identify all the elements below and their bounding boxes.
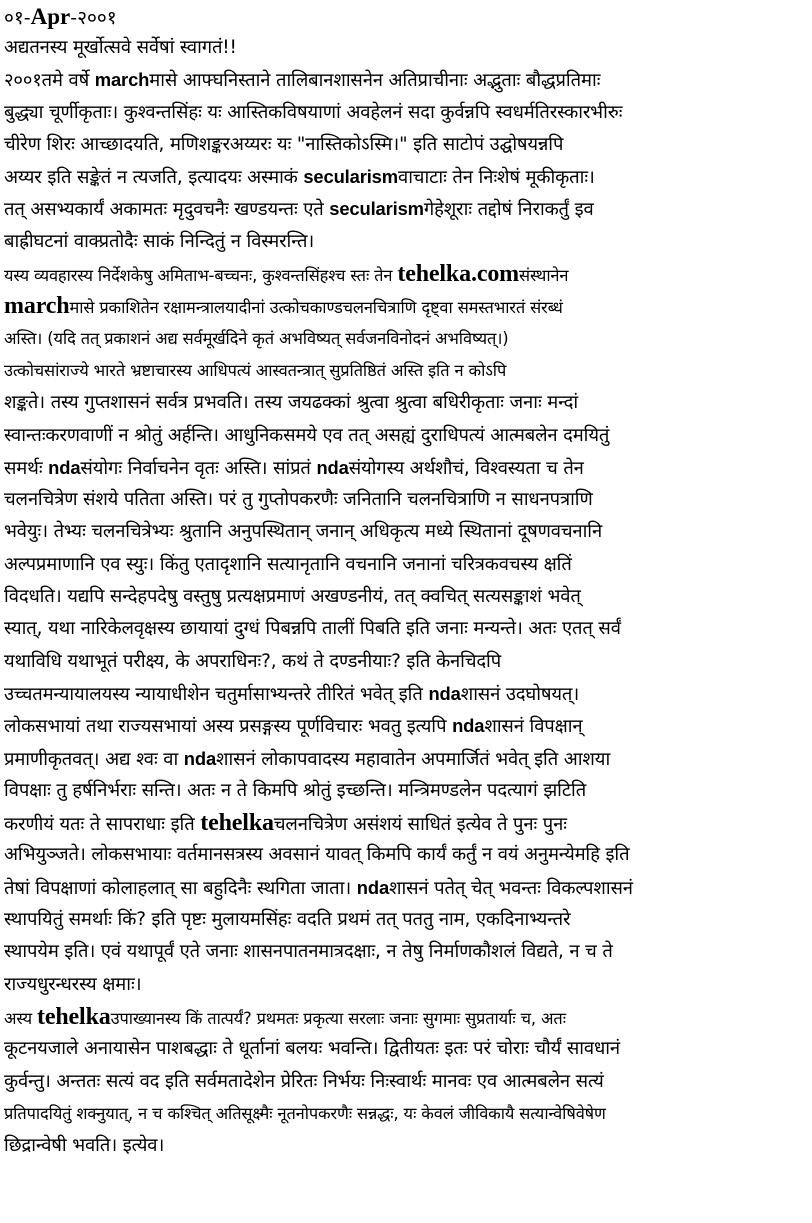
text-line <box>4 1130 808 1162</box>
text-segment: शासनं उदघोषयत्। <box>460 683 580 705</box>
text-segment: अद्यतनस्य मूर्खोत्सवे सर्वेषां स्वागतं!! <box>4 37 237 58</box>
text-segment: कुर्वन्तु। अन्ततः सत्यं वद इति सर्वमतादेशेन प्रेरितः निर्भयः निःस्वार्थः मानवः एव आत्मबलेन सत्यं <box>4 1070 604 1092</box>
text-segment: शङ्कते। तस्य गुप्तशासनं सर्वत्र प्रभवति। तस्य जयढक्कां श्रुत्वा श्रुत्वा बधिरीकृताः जनाः मन्दां <box>4 392 578 414</box>
text-line <box>4 387 808 419</box>
latin-term: tehelka <box>200 810 274 837</box>
text-line <box>4 516 808 548</box>
text-line <box>4 646 808 678</box>
text-segment: अभियुञ्जते। लोकसभायाः वर्तमानसत्रस्य अवसानं यावत् किमपि कार्यं कर्तुं न वयं अनुमन्येमहि इति <box>4 844 630 866</box>
text-segment: संयोगस्य अर्थशौचं, विश्वस्यता च तेन <box>348 457 584 479</box>
text-segment: कूटनयजाले अनायासेन पाशबद्धाः ते धूर्तानां बलयः भवन्ति। द्वितीयतः इतः परं चोराः चौर्यं सावधानं <box>4 1038 620 1060</box>
text-segment: मासे प्रकाशितेन रक्षामन्त्रालयादीनां उत्कोचकाण्डचलनचित्राणि दृष्ट्वा समस्तभारतं संरब्धं <box>69 298 563 318</box>
entry-date <box>4 2 808 32</box>
text-segment: उत्कोचसांराज्ये भारते भ्रष्टाचारस्य आधिपत्यं आस्वतन्त्रात् सुप्रतिष्ठितं अस्ति इति न कोऽपि <box>4 360 507 380</box>
text-segment: चीरेण शिरः आच्छादयति, मणिशङ्करअय्यरः यः "नास्तिकोऽस्मि।" इति साटोपं उद्घोषयन्नपि <box>4 133 564 155</box>
date-month: Apr <box>30 4 71 29</box>
text-segment: चलनचित्रेण असंशयं साधितं इत्येव ते पुनः पुनः <box>273 814 567 836</box>
text-segment: वाचाटाः तेन निःशेषं मूकीकृताः। <box>397 167 595 189</box>
text-line <box>4 1098 808 1130</box>
latin-term: nda <box>316 456 349 478</box>
text-segment: अस्ति। (यदि तत् प्रकाशनं अद्य सर्वमूर्खदिने कृतं अभविष्यत् सर्वजनविनोदनं अभविष्यत्।) <box>4 328 509 348</box>
text-segment: बाह्रीघटनां वाक्प्रतोदैः साकं निन्दितुं न विस्मरन्ति। <box>4 230 315 252</box>
text-segment: मासे आफ्घनिस्ताने तालिबानशासनेन अतिप्राचीनाः अद्भुताः बौद्धप्रतिमाः <box>149 70 601 92</box>
text-segment: स्थापयेम इति। एवं यथापूर्वं एते जनाः शासनपातनमात्रदक्षाः, न तेषु निर्माणकौशलं विद्यते, न च ते <box>4 941 613 963</box>
latin-term: nda <box>356 876 390 898</box>
latin-term: secularism <box>303 166 398 188</box>
text-segment: २००१तमे वर्षे <box>4 70 95 92</box>
text-segment: स्थापयितुं समर्थाः किं? इति पृष्टः मुलायमसिंहः वदति प्रथमं तत् पततु नाम, एकदिनाभ्यन्तरे <box>4 909 571 931</box>
text-line <box>4 484 808 516</box>
text-line <box>4 613 808 645</box>
text-line <box>4 969 808 1001</box>
article-body <box>4 32 808 1162</box>
text-line <box>4 936 808 968</box>
text-segment: शासनं पतेत् चेत् भवन्तः विकल्पशासनं <box>389 877 633 899</box>
text-line <box>4 226 808 258</box>
text-line <box>4 64 808 96</box>
text-line <box>4 581 808 613</box>
latin-term: march <box>94 69 150 91</box>
text-segment: विपक्षाः तु हर्षनिर्भराः सन्ति। अतः न ते किमपि श्रोतुं इच्छन्ति। मन्त्रिमण्डलेन पदत्यागं झटिति <box>4 779 587 801</box>
text-line <box>4 678 808 710</box>
text-segment: उच्चतमन्यायालयस्य न्यायाधीशेन चतुर्मासाभ्यन्तरे तीरितं भवेत् इति <box>4 683 429 705</box>
text-segment: गेहेशूराः तद्दोषं निराकर्तुं इव <box>423 199 594 221</box>
latin-term: tehelka.com <box>397 261 520 288</box>
text-line <box>4 1001 808 1033</box>
text-segment: संस्थानेन <box>519 266 569 286</box>
text-line <box>4 355 808 387</box>
text-line <box>4 323 808 355</box>
text-segment: उपाख्यानस्य किं तात्पर्यं? प्रथमतः प्रकृत्या सरलाः जनाः सुगमाः सुप्रतार्याः च, अतः <box>110 1008 566 1028</box>
text-segment: छिद्रान्वेषी भवति। इत्येव। <box>4 1135 165 1157</box>
text-segment: समर्थः <box>4 457 49 479</box>
date-day: ०१- <box>4 7 31 29</box>
text-line <box>4 549 808 581</box>
text-segment: अय्यर इति सङ्केतं न त्यजति, इत्यादयः अस्माकं <box>4 167 304 189</box>
text-line <box>4 710 808 742</box>
text-segment: तत् असभ्यकार्यं अकामतः मृदुवचनैः खण्डयन्तः एते <box>4 199 330 221</box>
text-segment: शासनं विपक्षान् <box>484 716 583 738</box>
text-segment: यथाविधि यथाभूतं परीक्ष्य, के अपराधिनः?, कथं ते दण्डनीयाः? इति केनचिदपि <box>4 650 502 672</box>
latin-term: nda <box>48 456 81 478</box>
text-line <box>4 743 808 775</box>
text-segment: प्रतिपादयितुं शक्नुयात्, न च कश्चित् अतिसूक्ष्मैः नूतनोपकरणैः सन्नद्धः, यः केवलं जीविकायै सत्यान्वेषिवेषेण <box>4 1103 606 1123</box>
text-segment: संयोगः निर्वाचनेन वृतः अस्ति। सांप्रतं <box>80 457 317 479</box>
text-line <box>4 32 808 64</box>
text-line <box>4 452 808 484</box>
text-line <box>4 1033 808 1065</box>
text-segment: बुद्ध्या चूर्णीकृताः। कुश्वन्तसिंहः यः आस्तिकविषयाणां अवहेलनं सदा कुर्वन्नपि स्वधर्मतिरस्कारभीरुः <box>4 101 623 123</box>
text-line <box>4 129 808 161</box>
text-line <box>4 290 808 322</box>
text-line <box>4 807 808 839</box>
text-segment: विदधति। यद्यपि सन्देहपदेषु वस्तुषु प्रत्यक्षप्रमाणं अखण्डनीयं, तत् क्वचित् सत्यसङ्काशं भवेत् <box>4 586 581 608</box>
text-segment: चलनचित्रेण संशये पतिता अस्ति। परं तु गुप्तोपकरणैः जनितानि चलनचित्राणि न साधनपत्राणि <box>4 489 593 511</box>
latin-term: nda <box>183 747 217 769</box>
latin-term: tehelka <box>37 1003 111 1030</box>
latin-term: secularism <box>329 198 424 220</box>
text-line <box>4 258 808 290</box>
text-segment: करणीयं यतः ते सापराधाः इति <box>4 814 201 836</box>
text-line <box>4 193 808 225</box>
text-segment: स्वान्तःकरणवाणीं न श्रोतुं अर्हन्ति। आधुनिकसमये एव तत् असह्यं दुराधिपत्यं आत्मबलेन दमयितुं <box>4 424 610 446</box>
latin-term: nda <box>428 682 461 704</box>
text-segment: राज्यधुरन्धरस्य क्षमाः। <box>4 973 142 995</box>
text-segment: स्यात्, यथा नारिकेलवृक्षस्य छायायां दुग्धं पिबन्नपि तालीं पिबति इति जनाः मन्यन्ते। अतः एतत् सर्वं <box>4 618 621 640</box>
text-line <box>4 1066 808 1098</box>
text-line <box>4 161 808 193</box>
latin-term: march <box>4 293 70 320</box>
date-year: -२००१ <box>70 7 117 29</box>
text-line <box>4 420 808 452</box>
text-segment: प्रमाणीकृतवत्। अद्य श्वः वा <box>4 748 184 770</box>
text-line <box>4 904 808 936</box>
text-line <box>4 97 808 129</box>
text-segment: शासनं लोकापवादस्य महावातेन अपमार्जितं भवेत् इति आशया <box>216 748 611 770</box>
text-segment: भवेयुः। तेभ्यः चलनचित्रेभ्यः श्रुतानि अनुपस्थितान् जनान् अधिकृत्य मध्ये स्थितानां दूषणवचनानि <box>4 521 603 543</box>
text-segment: तेषां विपक्षाणां कोलाहलात् सा बहुदिनैः स्थगिता जाता। <box>4 877 357 899</box>
text-segment: लोकसभायां तथा राज्यसभायां अस्य प्रसङ्गस्य पूर्णविचारः भवतु इत्यपि <box>4 716 453 738</box>
text-segment: अस्य <box>4 1008 38 1028</box>
text-line <box>4 872 808 904</box>
text-line <box>4 775 808 807</box>
text-line <box>4 839 808 871</box>
text-segment: यस्य व्यवहारस्य निर्देशकेषु अमिताभ-बच्चनः, कुश्वन्तसिंहश्च स्तः तेन <box>4 266 398 286</box>
latin-term: nda <box>452 715 485 737</box>
text-segment: अल्पप्रमाणानि एव स्युः। किंतु एतादृशानि सत्यानृतानि वचनानि जनानां चरित्रकवचस्य क्षतिं <box>4 553 572 575</box>
